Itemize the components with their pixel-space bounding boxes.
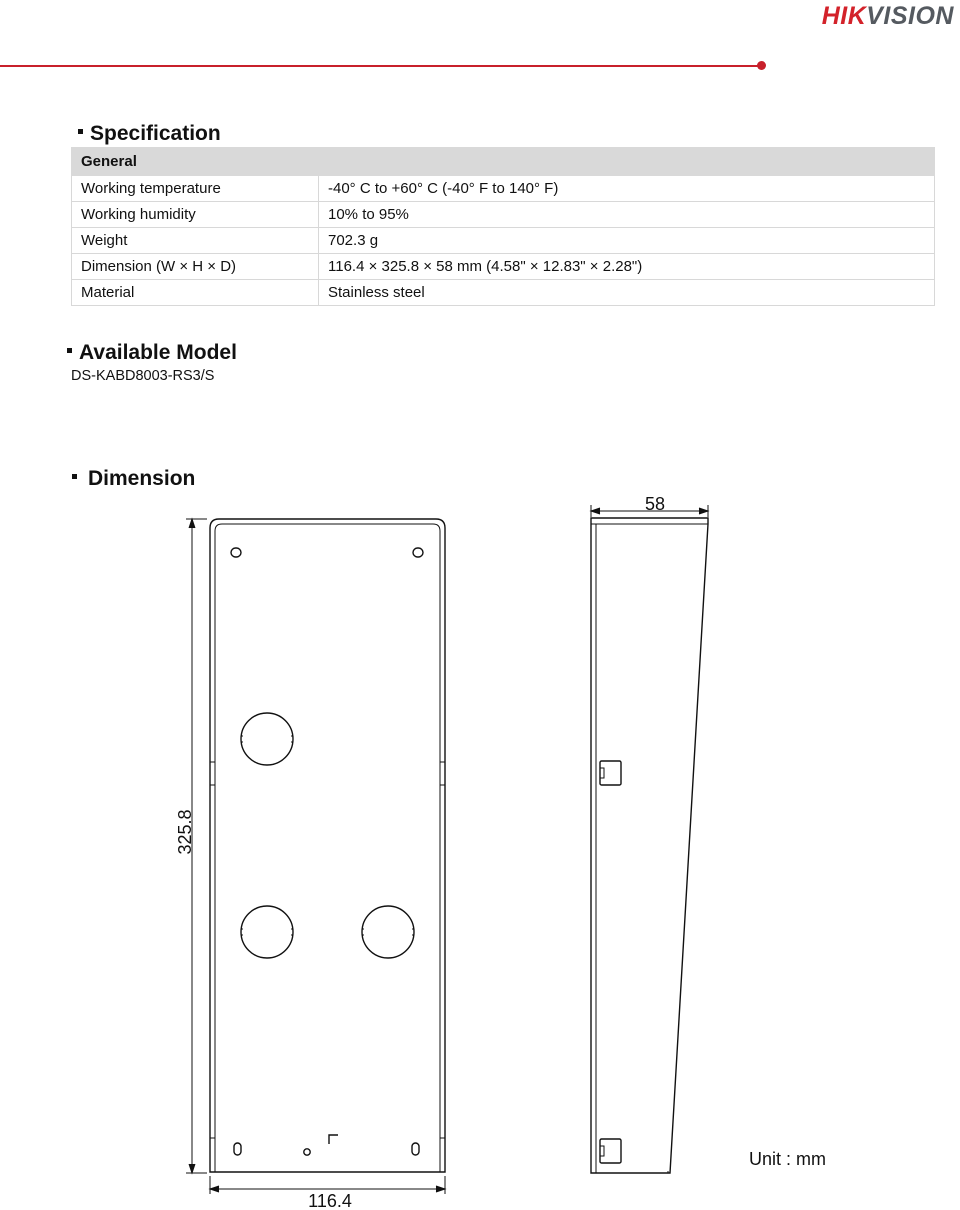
front-view xyxy=(210,519,445,1172)
logo-part-vision: VISION xyxy=(866,2,954,30)
spec-key: Dimension (W × H × D) xyxy=(72,254,319,280)
cable-hole xyxy=(362,906,414,958)
spec-key: Working temperature xyxy=(72,176,319,202)
depth-label: 58 xyxy=(644,494,666,514)
side-bracket xyxy=(600,761,621,785)
width-label: 116.4 xyxy=(308,1191,352,1210)
slot-hole xyxy=(413,548,423,557)
spec-key: Weight xyxy=(72,228,319,254)
front-outline xyxy=(210,519,445,1172)
spec-key: Material xyxy=(72,280,319,306)
front-inner-outline xyxy=(215,524,440,1172)
specification-heading-text: Specification xyxy=(90,122,221,145)
bottom-slot xyxy=(234,1143,241,1155)
logo-part-hik: HIK xyxy=(821,2,867,30)
hole-notch xyxy=(241,736,293,742)
side-outline xyxy=(591,518,708,1173)
dimension-heading-text: Dimension xyxy=(88,467,196,490)
spec-key: Working humidity xyxy=(72,202,319,228)
model-name: DS-KABD8003-RS3/S xyxy=(71,368,215,384)
available-model-heading-text: Available Model xyxy=(79,341,237,364)
hole-notch xyxy=(362,929,414,935)
side-tab xyxy=(210,762,215,785)
screw-hole xyxy=(304,1149,310,1155)
spec-value: 116.4 × 325.8 × 58 mm (4.58" × 12.83" × 2.28") xyxy=(319,254,935,280)
bottom-slot xyxy=(412,1143,419,1155)
side-tab xyxy=(440,762,445,785)
spec-value: -40° C to +60° C (-40° F to 140° F) xyxy=(319,176,935,202)
side-tab xyxy=(440,1138,445,1172)
side-bracket xyxy=(600,1139,621,1163)
slot-hole xyxy=(231,548,241,557)
cable-hole xyxy=(241,713,293,765)
spec-value: Stainless steel xyxy=(319,280,935,306)
spec-value: 10% to 95% xyxy=(319,202,935,228)
side-view xyxy=(591,518,708,1173)
side-tab xyxy=(210,1138,215,1172)
spec-value: 702.3 g xyxy=(319,228,935,254)
unit-label: Unit : mm xyxy=(749,1149,827,1169)
hole-notch xyxy=(241,929,293,935)
group-label: General xyxy=(72,148,935,176)
bracket-mark xyxy=(329,1135,338,1144)
cable-hole xyxy=(241,906,293,958)
height-label: 325.8 xyxy=(175,809,195,855)
